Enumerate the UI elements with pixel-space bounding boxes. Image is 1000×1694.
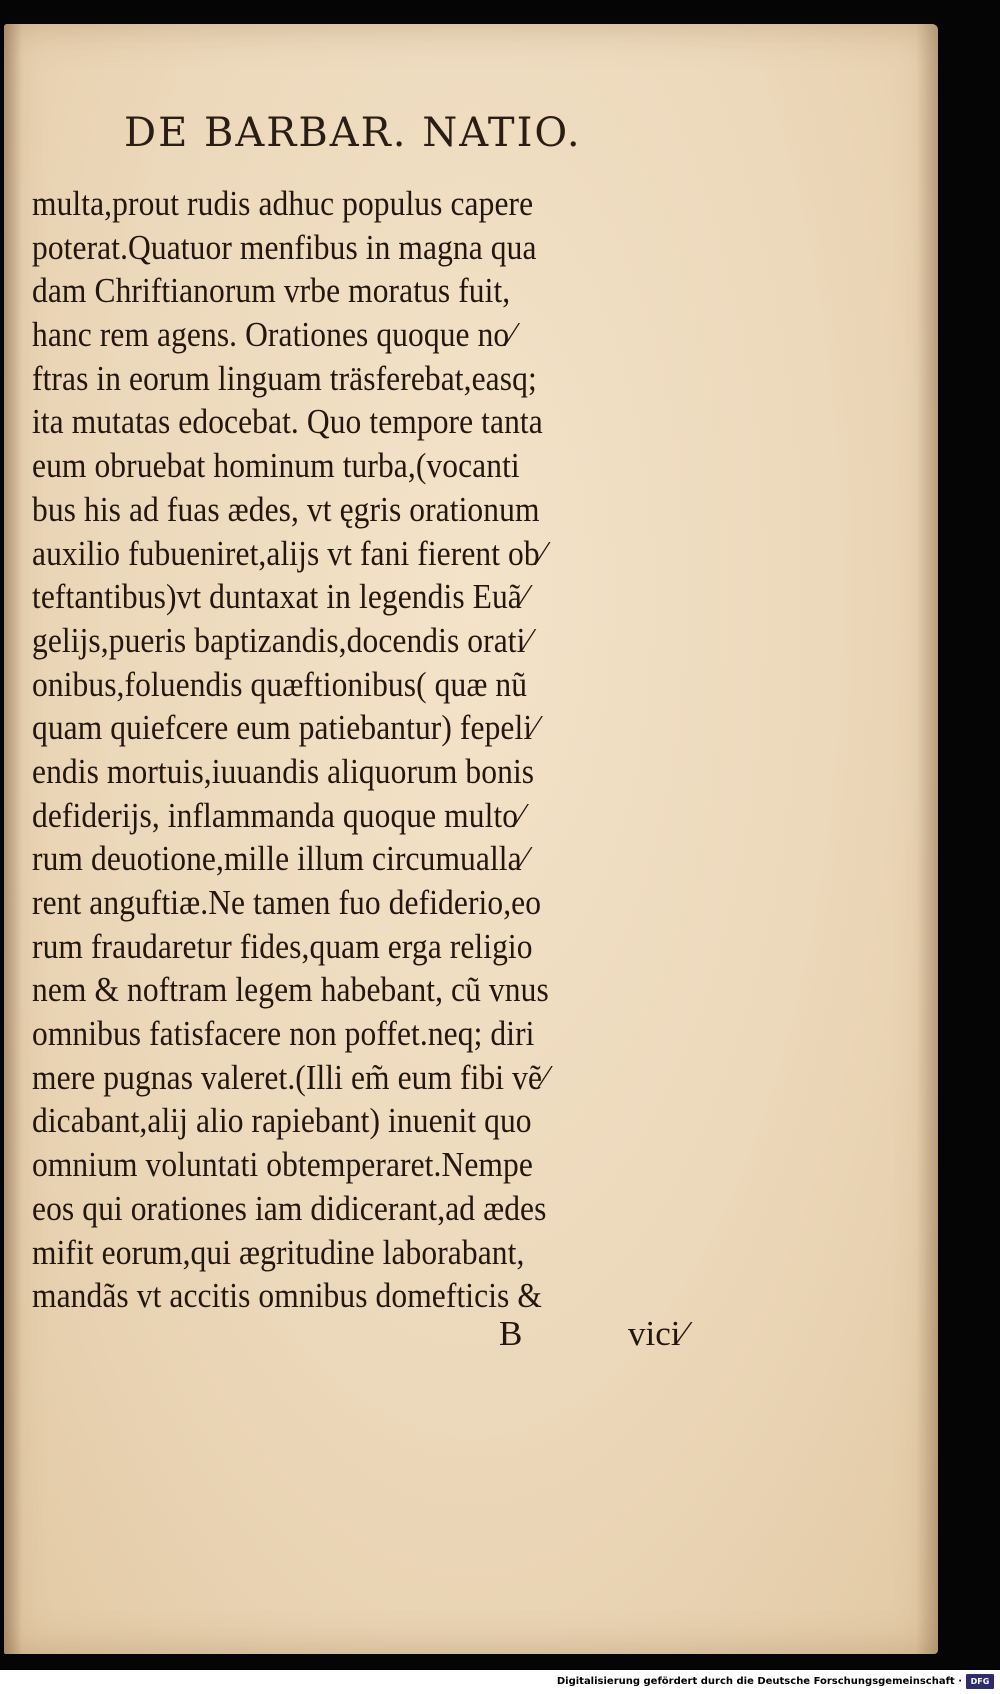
text-line: rum deuotione,mille illum circumualla⁄: [32, 839, 528, 879]
text-line: poterat.Quatuor menfibus in magna qua: [32, 227, 537, 267]
text-line: eum obruebat hominum turba,(vocanti: [32, 446, 520, 486]
text-line: eos qui orationes iam didicerant,ad ædes: [32, 1188, 547, 1228]
text-line: mifit eorum,qui ægritudine laborabant,: [32, 1232, 525, 1272]
body-text: [32, 182, 712, 1318]
text-line: quam quiefcere eum patiebantur) fepeli⁄: [32, 708, 538, 748]
text-line: onibus,foluendis quæftionibus( quæ nũ: [32, 664, 528, 704]
running-head: DE BARBAR. NATIO.: [124, 110, 582, 156]
footer-credit: Digitalisierung gefördert durch die Deutsche Forschungsgemeinschaft ·: [556, 1676, 962, 1687]
text-line: endis mortuis,iuuandis aliquorum bonis: [32, 751, 535, 791]
text-line: gelijs,pueris baptizandis,docendis orati⁄: [32, 620, 531, 660]
text-line: omnium voluntati obtemperaret.Nempe: [32, 1145, 533, 1185]
signature-mark: B: [499, 1314, 523, 1353]
text-line: nem & noftram legem habebant, cũ vnus: [32, 970, 549, 1010]
text-line: ita mutatas edocebat. Quo tempore tanta: [32, 402, 543, 442]
text-line: mandãs vt accitis omnibus domefticis &: [32, 1276, 542, 1316]
text-line: omnibus fatisfacere non poffet.neq; diri: [32, 1014, 535, 1054]
footer-bar: [0, 1670, 1000, 1694]
text-line: auxilio fubueniret,alijs vt fani fierent ob⁄: [32, 533, 546, 573]
text-line: dam Chriftianorum vrbe moratus fuit,: [32, 271, 511, 311]
text-line: multa,prout rudis adhuc populus capere: [32, 184, 534, 223]
text-line: hanc rem agens. Orationes quoque no⁄: [32, 315, 515, 355]
text-line: ftras in eorum linguam träsferebat,easq;: [32, 358, 537, 398]
text-line: teftantibus)vt duntaxat in legendis Euã⁄: [32, 577, 528, 617]
catchword: vici⁄: [628, 1314, 687, 1353]
text-line: dicabant,alij alio rapiebant) inuenit quo: [32, 1101, 532, 1141]
text-line: rent anguftiæ.Ne tamen fuo defiderio,eo: [32, 883, 542, 922]
text-line: defiderijs, inflammanda quoque multo⁄: [32, 795, 524, 835]
dfg-logo: DFG: [966, 1674, 994, 1689]
text-line: mere pugnas valeret.(Illi em̃ eum fibi vẽ⁄: [32, 1057, 548, 1097]
text-line: bus his ad fuas ædes, vt ęgris orationum: [32, 489, 540, 529]
text-line: rum fraudaretur fides,quam erga religio: [32, 926, 533, 966]
book-page: [4, 24, 938, 1654]
catchline: [4, 1314, 938, 1358]
